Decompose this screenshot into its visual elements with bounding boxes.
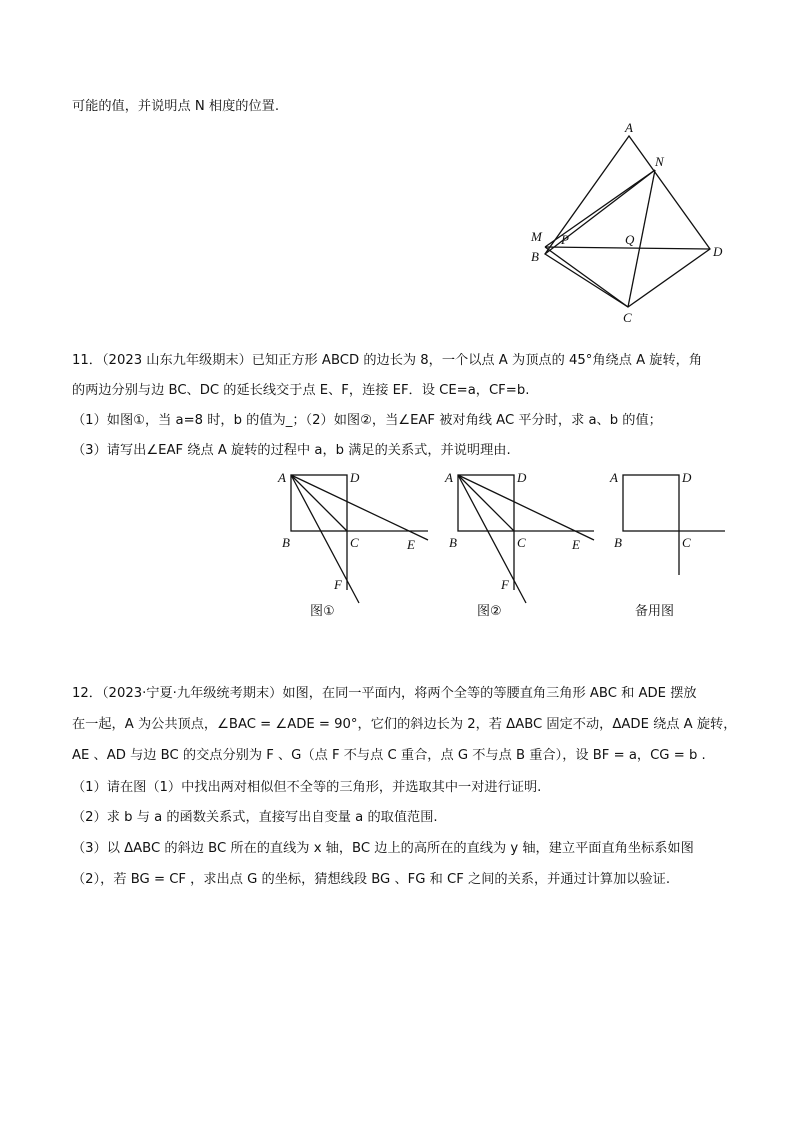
fig1-label-D: D	[350, 470, 360, 485]
fig2-label-A: A	[445, 470, 453, 485]
q12-line-2: 在一起，A 为公共顶点，∠BAC = ∠ADE = 90°，它们的斜边长为 2，若 ΔABC 固定不动，ΔADE 绕点 A 旋转，	[72, 717, 737, 732]
fig2-caption: 图②	[477, 604, 502, 619]
figures-q11	[270, 465, 750, 630]
fig3-label-A: A	[610, 470, 618, 485]
fig3-label-D: D	[682, 470, 692, 485]
label-D: D	[713, 244, 723, 259]
fig2-label-E: E	[572, 537, 580, 552]
q12-line-6: （3）以 ΔABC 的斜边 BC 所在的直线为 x 轴，BC 边上的高所在的直线为 y 轴，建立平面直角坐标系如图	[72, 841, 694, 856]
q12-line-3: AE 、AD 与边 BC 的交点分别为 F 、G（点 F 不与点 C 重合，点 G 不与点 B 重合），设 BF = a，CG = b .	[72, 748, 706, 763]
fig2-label-D: D	[517, 470, 527, 485]
q12-line-1: 12．（2023·宁夏·九年级统考期末）如图，在同一平面内，将两个全等的等腰直角三角形 ABC 和 ADE 摆放	[72, 686, 697, 701]
q11-line-3: （1）如图①，当 a=8 时，b 的值为_；（2）如图②，当∠EAF 被对角线 AC 平分时，求 a、b 的值；	[72, 413, 662, 428]
q11-line-2: 的两边分别与边 BC、DC 的延长线交于点 E、F，连接 EF．设 CE=a，CF=b.	[72, 383, 530, 398]
label-Q: Q	[625, 232, 635, 247]
figure-q11-spare	[609, 470, 725, 619]
q12-line-4: （1）请在图（1）中找出两对相似但不全等的三角形，并选取其中一对进行证明.	[72, 780, 542, 795]
intro-text: 可能的值，并说明点 N 相度的位置.	[72, 99, 280, 114]
fig1-label-B: B	[282, 535, 290, 550]
fig1-caption: 图①	[310, 604, 335, 619]
fig1-label-C: C	[350, 535, 359, 550]
q11-line-1: 11．（2023 山东九年级期末）已知正方形 ABCD 的边长为 8，一个以点 A 为顶点的 45°角绕点 A 旋转，角	[72, 353, 703, 368]
figure-q11-2	[444, 470, 594, 619]
fig2-label-F: F	[501, 577, 509, 592]
fig1-label-E: E	[407, 537, 415, 552]
fig3-label-C: C	[682, 535, 691, 550]
fig3-label-B: B	[614, 535, 622, 550]
q12-line-5: （2）求 b 与 a 的函数关系式，直接写出自变量 a 的取值范围.	[72, 810, 438, 825]
label-A: A	[625, 120, 633, 135]
q12-line-7: （2），若 BG = CF ，求出点 G 的坐标，猜想线段 BG 、FG 和 CF 之间的关系，并通过计算加以验证.	[72, 872, 671, 887]
figure-q10	[525, 120, 745, 330]
figure-q11-1	[277, 470, 428, 619]
figure-q10-lines	[545, 136, 710, 307]
label-P: P	[561, 232, 569, 247]
fig2-label-B: B	[449, 535, 457, 550]
fig1-label-F: F	[334, 577, 342, 592]
label-C: C	[623, 310, 632, 325]
fig1-label-A: A	[278, 470, 286, 485]
q11-line-4: （3）请写出∠EAF 绕点 A 旋转的过程中 a，b 满足的关系式，并说明理由.	[72, 443, 511, 458]
label-N: N	[655, 154, 664, 169]
fig2-label-C: C	[517, 535, 526, 550]
fig3-caption: 备用图	[635, 604, 675, 619]
label-B: B	[531, 249, 539, 264]
label-M: M	[531, 229, 542, 244]
